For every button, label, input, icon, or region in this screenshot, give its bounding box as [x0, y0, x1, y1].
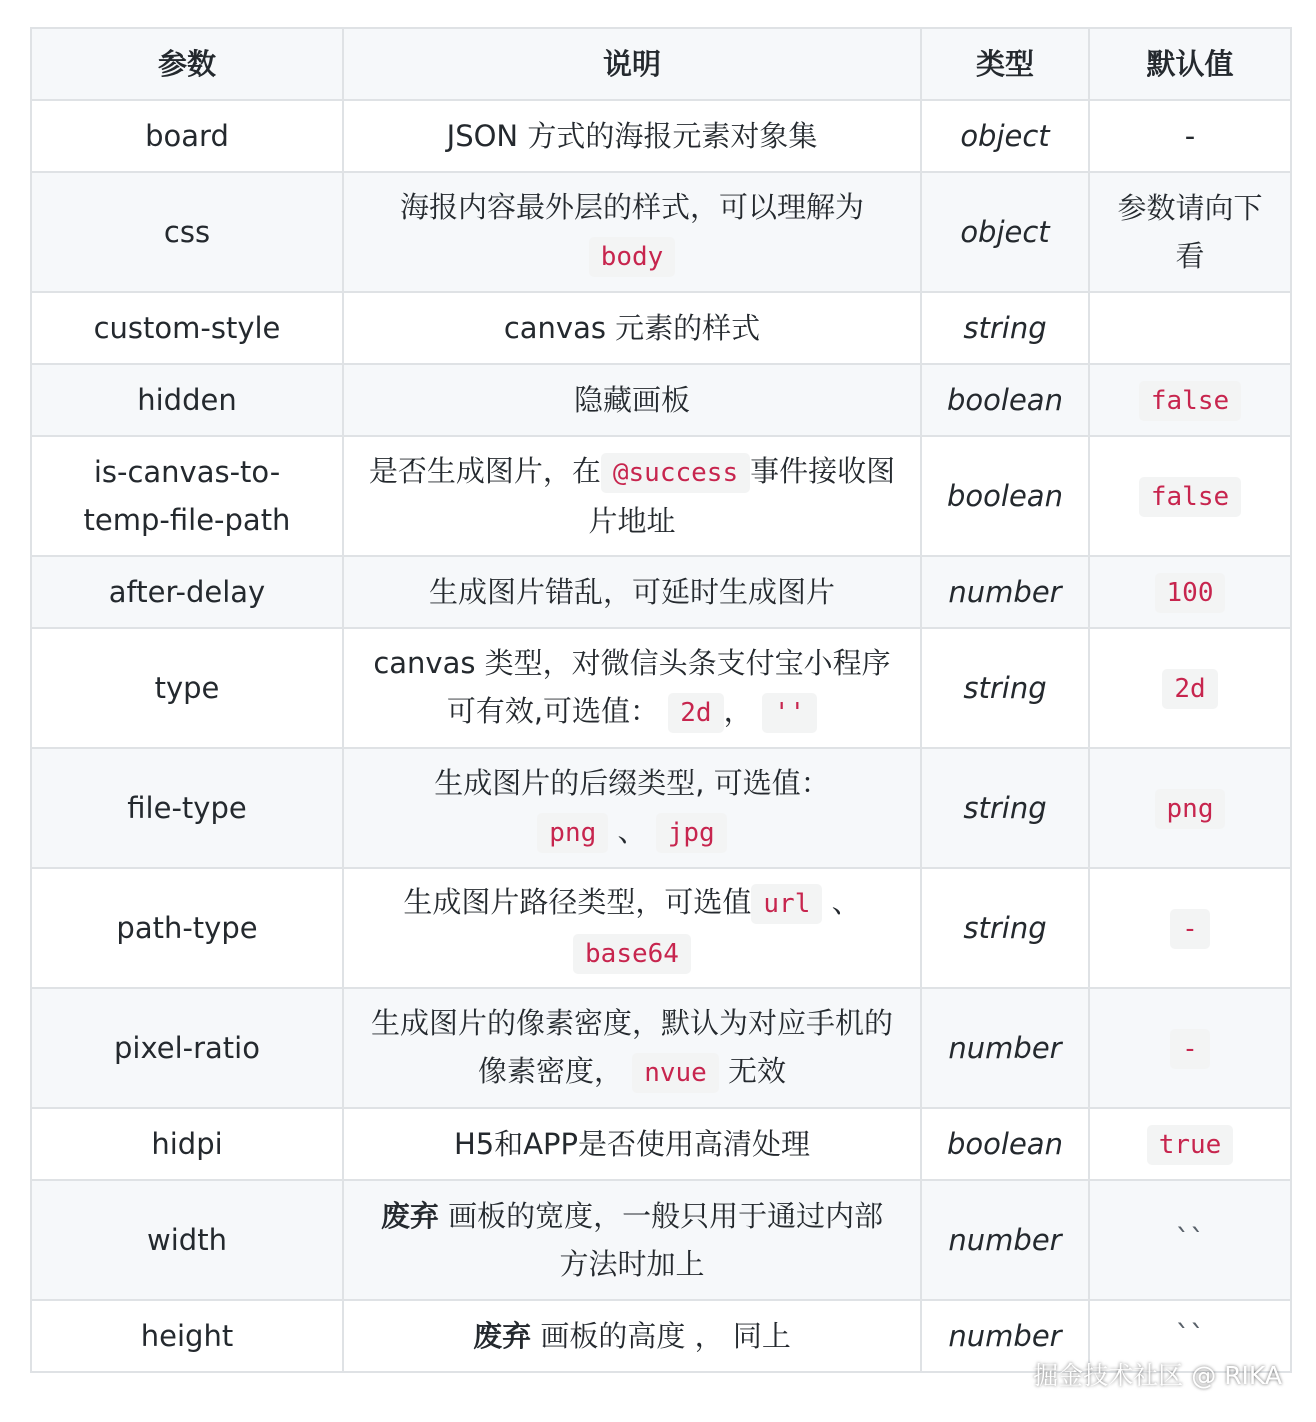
type-cell: string: [921, 748, 1089, 868]
default-cell: [1089, 868, 1291, 988]
header-param: 参数: [31, 28, 343, 100]
desc-cell: canvas 元素的样式: [343, 292, 921, 364]
default-cell: [1089, 628, 1291, 748]
desc-text: 画板的宽度，一般只用于通过内部方法时加上: [448, 1199, 884, 1281]
desc-text: 、: [617, 814, 647, 848]
desc-cell: [343, 1300, 921, 1372]
desc-text: 生成图片的像素密度，默认为对应手机的像素密度，: [370, 1006, 893, 1088]
desc-text: 生成图片路径类型，可选值: [403, 885, 752, 919]
type-cell: number: [921, 1300, 1089, 1372]
params-table: [30, 27, 1292, 1373]
desc-text: 、: [831, 885, 861, 919]
desc-text: 画板的高度 ， 同上: [540, 1319, 791, 1353]
deprecated-label: 废弃: [380, 1199, 439, 1233]
param-cell: width: [31, 1180, 343, 1300]
desc-text: canvas 类型，对微信头条支付宝小程序可有效,可选值：: [373, 646, 891, 728]
param-cell: after-delay: [31, 556, 343, 628]
param-cell: board: [31, 100, 343, 172]
type-cell: number: [921, 988, 1089, 1108]
table-row: [31, 628, 1291, 748]
default-cell: [1089, 556, 1291, 628]
inline-code: true: [1147, 1125, 1234, 1165]
inline-code: @success: [601, 453, 750, 493]
desc-text: 无效: [728, 1054, 787, 1088]
default-cell: [1089, 436, 1291, 556]
desc-cell: 生成图片错乱，可延时生成图片: [343, 556, 921, 628]
inline-code: nvue: [632, 1053, 719, 1093]
table-row: [31, 556, 1291, 628]
table-row: [31, 1180, 1291, 1300]
type-cell: number: [921, 556, 1089, 628]
table-header-row: [31, 28, 1291, 100]
inline-code: jpg: [656, 813, 727, 853]
param-cell: is-canvas-to-temp-file-path: [31, 436, 343, 556]
param-cell: file-type: [31, 748, 343, 868]
table-row: [31, 748, 1291, 868]
table-row: [31, 988, 1291, 1108]
desc-text: ，: [723, 694, 753, 728]
desc-text: 生成图片的后缀类型, 可选值：: [434, 766, 830, 800]
table-row: [31, 868, 1291, 988]
inline-code: png: [1155, 789, 1226, 829]
type-cell: string: [921, 868, 1089, 988]
table-row: [31, 172, 1291, 292]
desc-text: 事件接收图片地址: [588, 454, 896, 538]
default-cell: -: [1089, 100, 1291, 172]
inline-code: -: [1170, 909, 1210, 949]
type-cell: boolean: [921, 436, 1089, 556]
param-cell: custom-style: [31, 292, 343, 364]
header-default: 默认值: [1089, 28, 1291, 100]
desc-cell: [343, 628, 921, 748]
desc-text: 是否生成图片，在: [368, 454, 601, 488]
default-cell: ``: [1089, 1180, 1291, 1300]
desc-cell: [343, 1180, 921, 1300]
default-cell: [1089, 292, 1291, 364]
param-cell: css: [31, 172, 343, 292]
default-cell: [1089, 748, 1291, 868]
desc-text: 海报内容最外层的样式，可以理解为: [399, 190, 864, 224]
desc-cell: 隐藏画板: [343, 364, 921, 436]
param-cell: path-type: [31, 868, 343, 988]
type-cell: boolean: [921, 1108, 1089, 1180]
inline-code: body: [589, 237, 676, 277]
desc-cell: H5和APP是否使用高清处理: [343, 1108, 921, 1180]
table-row: [31, 1108, 1291, 1180]
inline-code: '': [762, 693, 817, 733]
table-row: [31, 364, 1291, 436]
deprecated-label: 废弃: [473, 1319, 532, 1353]
param-cell: type: [31, 628, 343, 748]
desc-cell: [343, 748, 921, 868]
header-type: 类型: [921, 28, 1089, 100]
default-cell: [1089, 364, 1291, 436]
inline-code: url: [751, 884, 822, 924]
param-cell: pixel-ratio: [31, 988, 343, 1108]
default-cell: [1089, 1108, 1291, 1180]
inline-code: false: [1139, 477, 1241, 517]
default-cell: [1089, 988, 1291, 1108]
param-cell: height: [31, 1300, 343, 1372]
type-cell: number: [921, 1180, 1089, 1300]
desc-cell: [343, 172, 921, 292]
default-cell: ``: [1089, 1300, 1291, 1372]
type-cell: string: [921, 292, 1089, 364]
table-row: [31, 100, 1291, 172]
inline-code: 2d: [1162, 669, 1217, 709]
inline-code: png: [537, 813, 608, 853]
desc-cell: [343, 988, 921, 1108]
param-cell: hidden: [31, 364, 343, 436]
inline-code: 2d: [668, 693, 723, 733]
inline-code: -: [1170, 1029, 1210, 1069]
inline-code: false: [1139, 381, 1241, 421]
table-row: [31, 292, 1291, 364]
watermark: 掘金技术社区 @ RIKA: [1033, 1361, 1282, 1390]
desc-cell: [343, 436, 921, 556]
default-cell: 参数请向下看: [1089, 172, 1291, 292]
inline-code: 100: [1155, 573, 1226, 613]
type-cell: string: [921, 628, 1089, 748]
type-cell: boolean: [921, 364, 1089, 436]
desc-cell: [343, 868, 921, 988]
type-cell: object: [921, 172, 1089, 292]
param-cell: hidpi: [31, 1108, 343, 1180]
inline-code: base64: [573, 934, 691, 974]
table-row: [31, 436, 1291, 556]
desc-cell: JSON 方式的海报元素对象集: [343, 100, 921, 172]
type-cell: object: [921, 100, 1089, 172]
header-desc: 说明: [343, 28, 921, 100]
